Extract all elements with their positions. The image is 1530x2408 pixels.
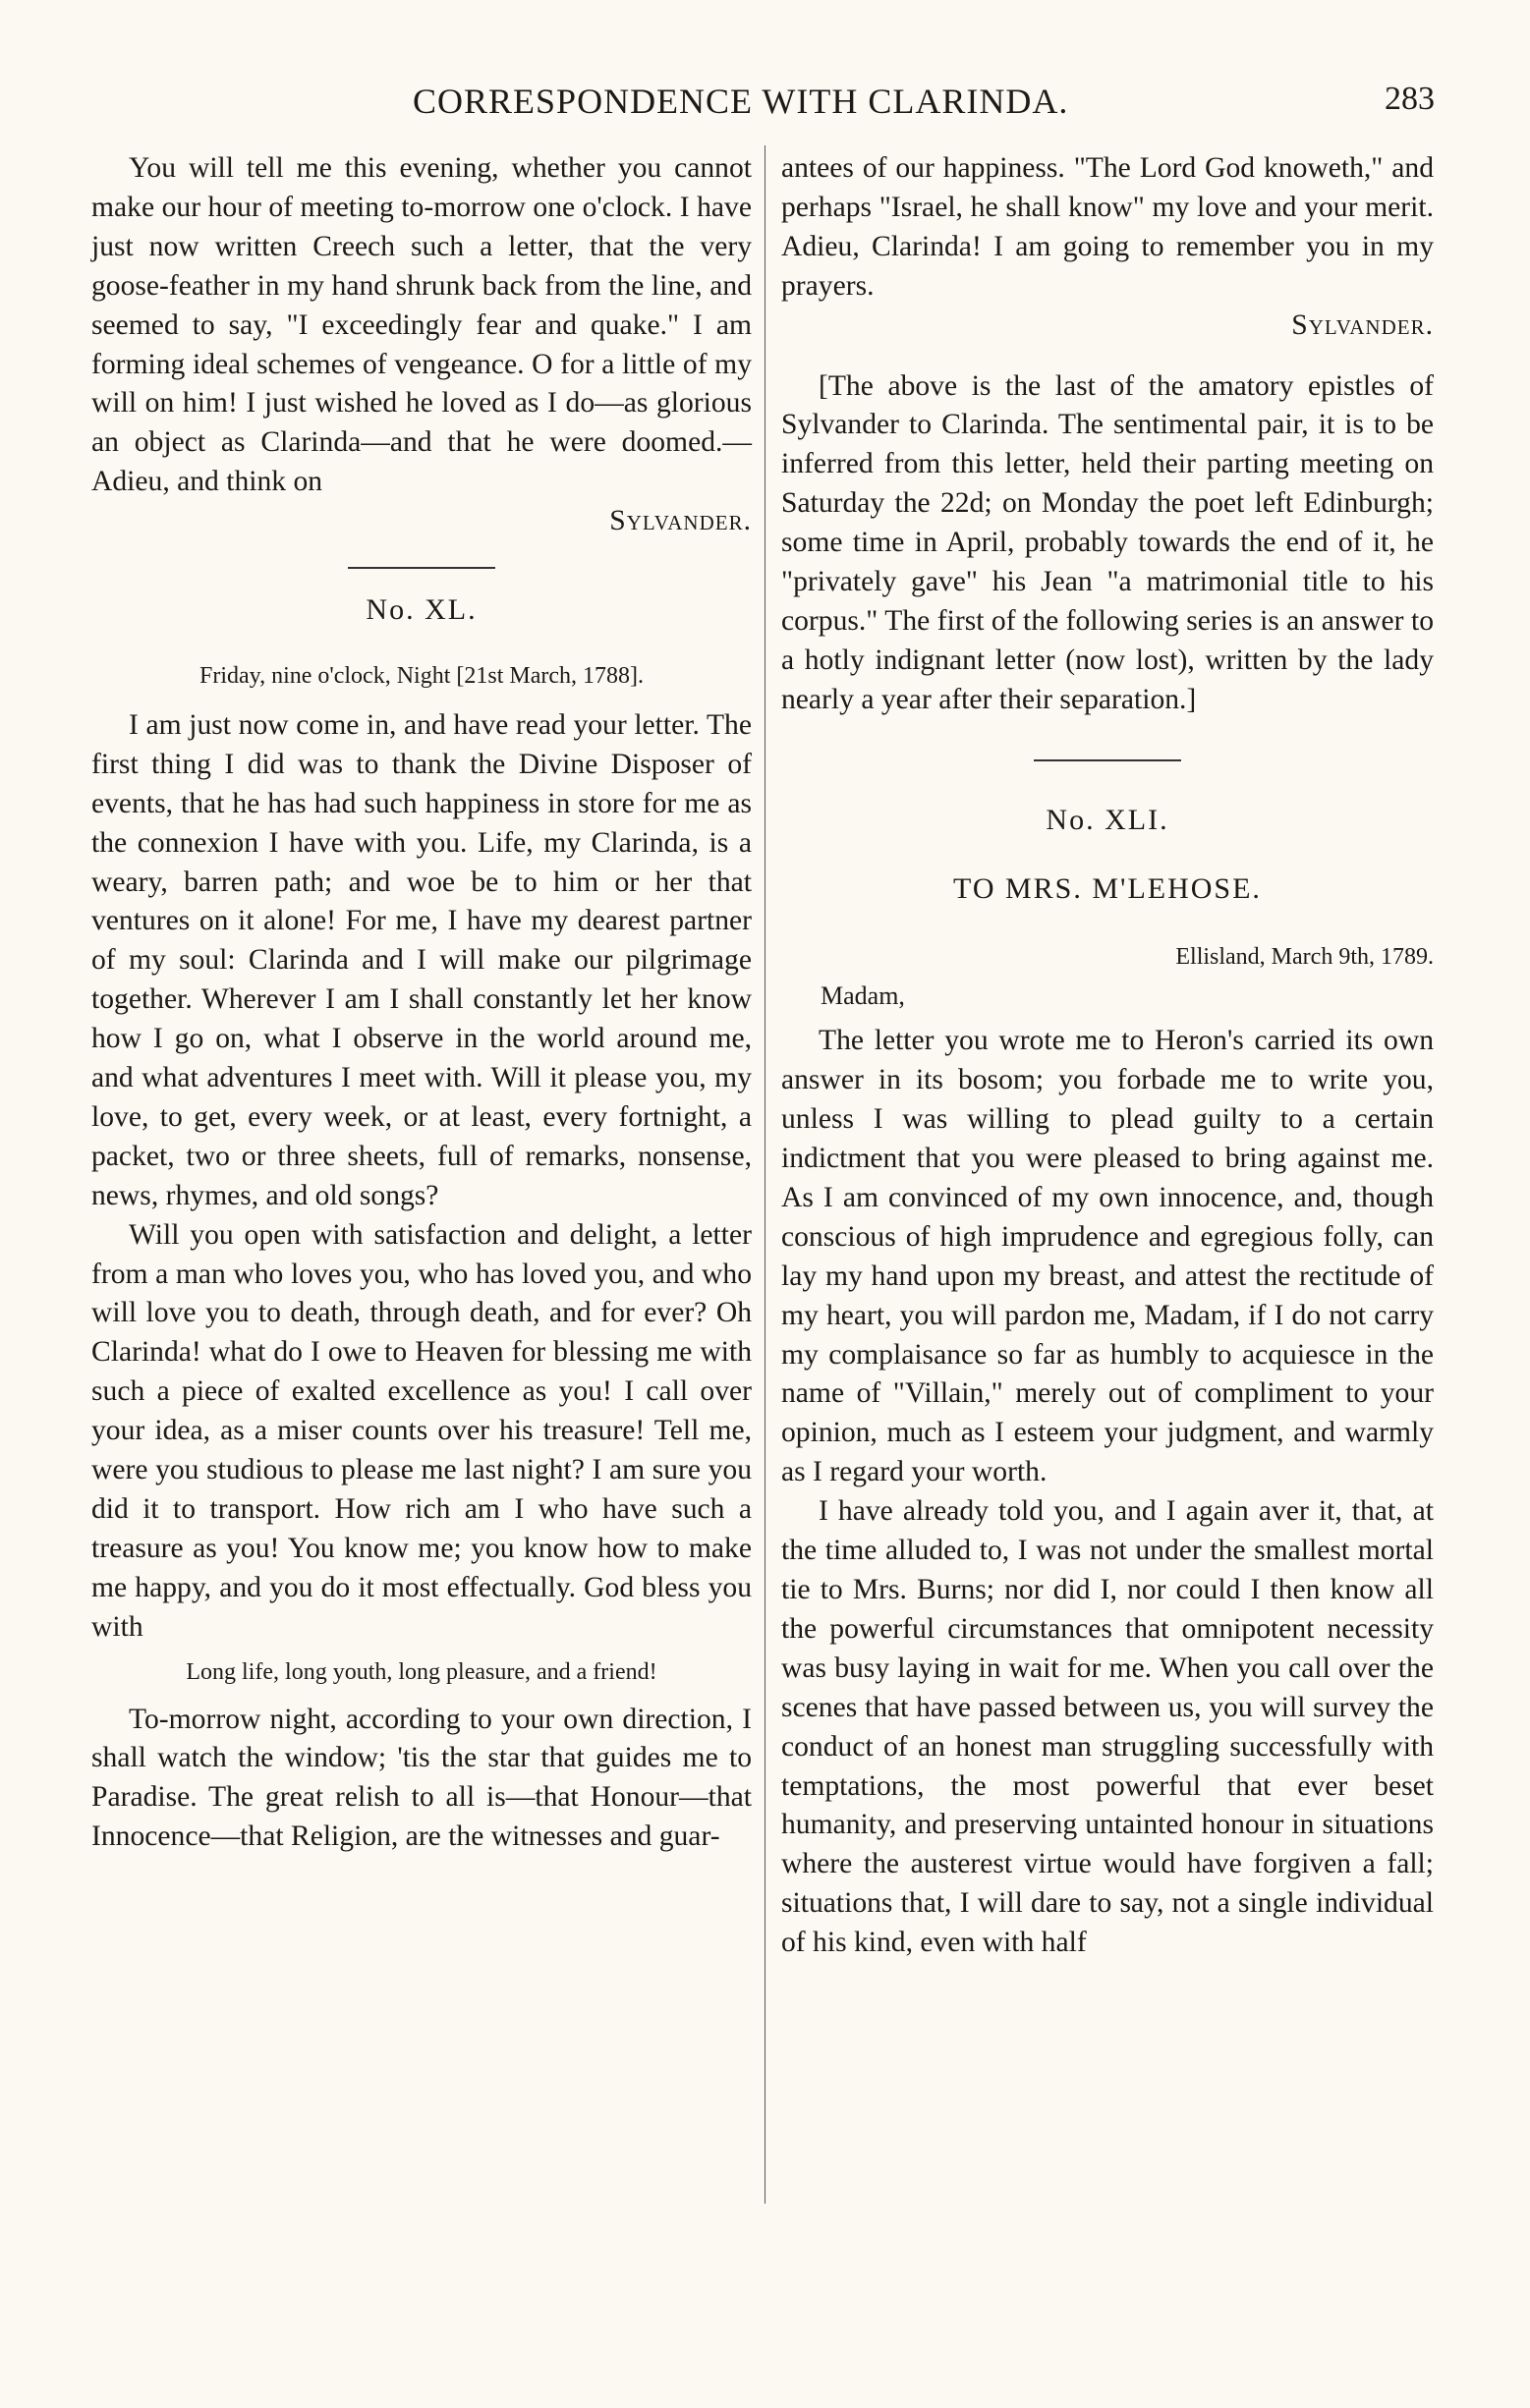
signature-sylvander-2: Sylvander.: [1291, 308, 1434, 341]
letter-salutation: Madam,: [821, 981, 905, 1011]
letter-addressee: TO MRS. M'LEHOSE.: [953, 871, 1262, 905]
letter-xli-paragraph-1: The letter you wrote me to Heron's carried its own answer in its bosom; you forbade me to write you, unless I was willing to plead guilty to a certain indictment that you were pleased to bring against me. As I am convinced of my own innocence, and, though conscious of high imprudence and egregious folly, can lay my hand upon my breast, and attest the rectitude of my heart, you will pardon me, Madam, if I do not carry my complaisance so far as humbly to acquiesce in the name of "Villain," merely out of compliment to your opinion, much as I esteem your judgment, and warmly as I regard your worth.: [781, 1025, 1434, 1488]
page-header: [88, 81, 1435, 130]
letter-dateline: Friday, nine o'clock, Night [21st March, 1788].: [198, 662, 644, 689]
letter-xxxix-closing-paragraph: You will tell me this evening, whether you cannot make our hour of meeting to-morrow one o'clock. I have just now written Creech such a letter, that the very goose-feather in my hand shrunk back from the line, and seemed to say, "I exceedingly fear and quake." I am forming ideal schemes of vengeance. O for a little of my will on him! I just wished he loved as I do—as glorious an object as Clarinda—and that he were doomed.—Adieu, and think on: [91, 152, 752, 498]
section-rule: [348, 567, 495, 569]
letter-xli-paragraph-2: I have already told you, and I again aver it, that, at the time alluded to, I was not under the smallest mortal tie to Mrs. Burns; nor did I, nor could I then know all the powerful circumstances that omnipotent necessity was busy laying in wait for me. When you call over the scenes that have passed between us, you will survey the conduct of an honest man struggling successfully with temptations, the most powerful that ever beset humanity, and preserving untainted honour in situations where the austerest virtue would have forgiven a fall; situations that, I will dare to say, not a single individual of his kind, even with half: [781, 1495, 1434, 1959]
letter-xl-paragraph-3: To-morrow night, according to your own direction, I shall watch the window; 'tis the star that guides me to Paradise. The great relish to all is—that Honour—that Innocence—that Religion, are the witnesses and guar-: [91, 1703, 752, 1853]
left-column: [91, 149, 752, 1857]
letter-xl-paragraph-2: Will you open with satisfaction and delight, a letter from a man who loves you, who has loved you, and who will love you to death, through death, and for ever? Oh Clarinda! what do I owe to Heaven for blessing me with such a piece of exalted excellence as you! I call over your idea, as a miser counts over his treasure! Tell me, were you studious to please me last night? I am sure you did it to transport. How rich am I who have such a treasure as you! You know me; you know how to make me happy, and you do it most effectually. God bless you with: [91, 1218, 752, 1643]
signature-sylvander: Sylvander.: [609, 505, 752, 537]
right-column: [781, 149, 1434, 1963]
letter-xl-paragraph-1: I am just now come in, and have read your letter. The first thing I did was to thank the Divine Disposer of events, that he has had such happiness in store for me as the connexion I have with you. Life, my Clarinda, is a weary, barren path; and woe be to him or her that ventures on it alone! For me, I have my dearest partner of my soul: Clarinda and I will make our pilgrimage together. Wherever I am I shall constantly let her know how I go on, what I observe in the world around me, and what adventures I meet with. Will it please you, my love, to get, every week, or at least, every fortnight, a packet, two or three sheets, full of remarks, nonsense, news, rhymes, and old songs?: [91, 708, 752, 1211]
letter-place-date: Ellisland, March 9th, 1789.: [1175, 943, 1434, 970]
page-number: 283: [1385, 81, 1435, 117]
letter-heading-xl: No. XL.: [366, 593, 478, 627]
section-rule-2: [1034, 759, 1181, 761]
letter-xl-continuation: antees of our happiness. "The Lord God knoweth," and perhaps "Israel, he shall know" my love and your merit. Adieu, Clarinda! I am going to remember you in my prayers.: [781, 152, 1434, 302]
running-title: CORRESPONDENCE WITH CLARINDA.: [413, 82, 1069, 121]
editorial-note: [The above is the last of the amatory epistles of Sylvander to Clarinda. The sentimental pair, it is to be inferred from this letter, held their parting meeting on Saturday the 22d; on Monday the poet left Edinburgh; some time in April, probably towards the end of it, he "privately gave" his Jean "a matrimonial title to his corpus." The first of the following series is an answer to a hotly indignant letter (now lost), written by the lady nearly a year after their separation.]: [781, 369, 1434, 715]
verse-quotation: Long life, long youth, long pleasure, and a friend!: [186, 1658, 657, 1685]
letter-heading-xli: No. XLI.: [1046, 803, 1169, 836]
